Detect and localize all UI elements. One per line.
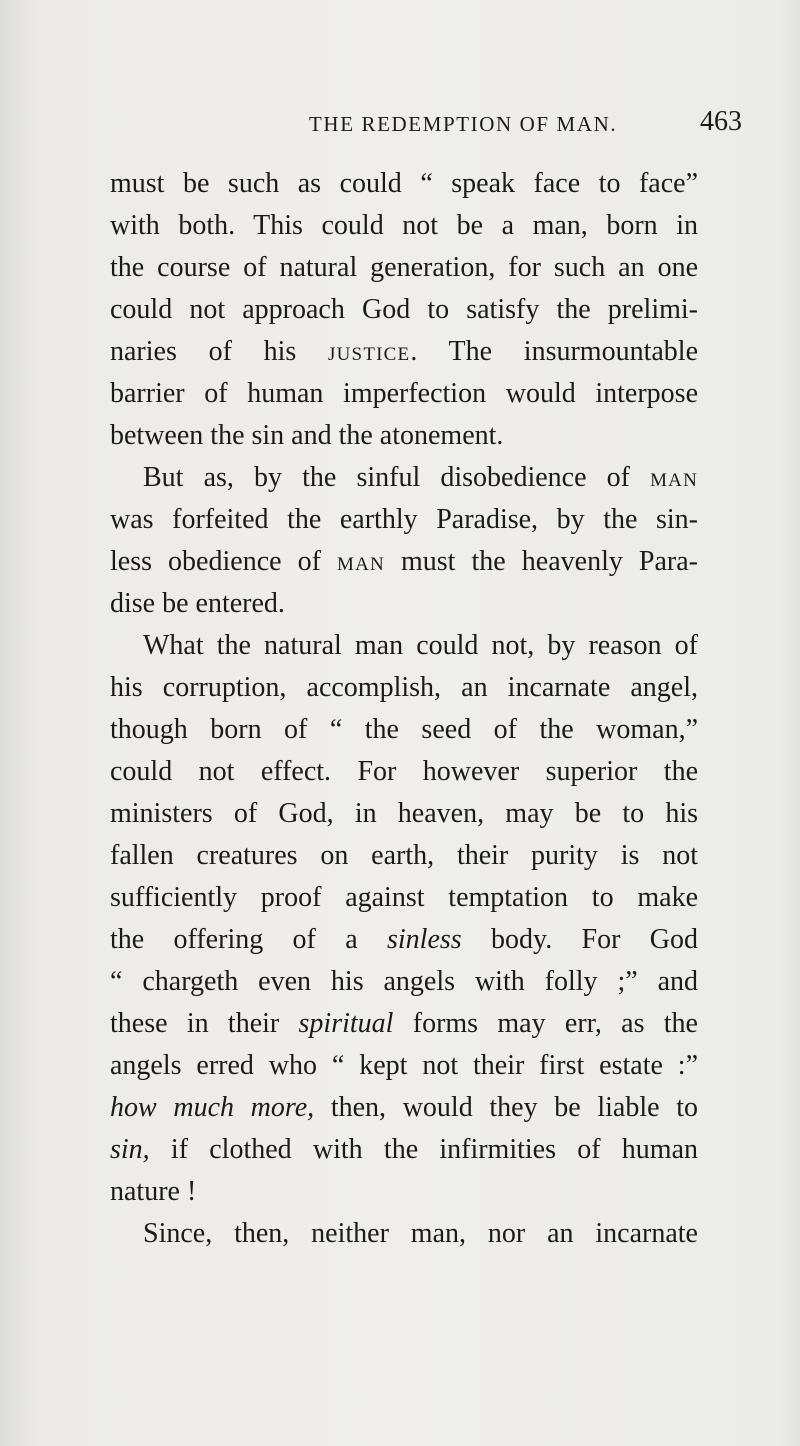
text-line: angels erred who “ kept not their first estate :” xyxy=(110,1050,698,1081)
text-line: his corruption, accomplish, an incarnate angel, xyxy=(110,672,698,703)
text-line: What the natural man could not, by reason of xyxy=(143,630,698,661)
page-number: 463 xyxy=(700,106,742,137)
italic-word: sinless xyxy=(386,924,462,955)
text-line: But as, by the sinful disobedience of MAN xyxy=(143,462,698,493)
text-line: sufficiently proof against temptation to make xyxy=(110,882,698,913)
text-line: Since, then, neither man, nor an incarnate xyxy=(143,1218,698,1249)
text-line: must be such as could “ speak face to face” xyxy=(110,168,698,199)
text-line: less obedience of MAN must the heavenly Para- xyxy=(110,546,698,577)
running-title: THE REDEMPTION OF MAN. xyxy=(309,112,618,136)
text-line: nature ! xyxy=(110,1176,197,1207)
text-line: sin, if clothed with the infirmities of human xyxy=(110,1134,698,1165)
text-line: barrier of human imperfection would interpose xyxy=(110,378,698,409)
page-header xyxy=(0,102,800,146)
text-line: though born of “ the seed of the woman,” xyxy=(110,714,698,745)
text-line: with both. This could not be a man, born in xyxy=(110,210,698,241)
text-line: could not approach God to satisfy the prelimi- xyxy=(110,294,698,325)
small-caps-word: MAN xyxy=(650,470,698,491)
text-line: was forfeited the earthly Paradise, by the sin- xyxy=(110,504,698,535)
text-line: could not effect. For however superior the xyxy=(110,756,698,787)
text-line: the course of natural generation, for such an one xyxy=(110,252,698,283)
text-line: between the sin and the atonement. xyxy=(110,420,504,451)
text-line: these in their spiritual forms may err, as the xyxy=(110,1008,698,1039)
italic-word: how much more, xyxy=(110,1092,315,1123)
small-caps-word: JUSTICE xyxy=(328,344,411,365)
text-line: dise be entered. xyxy=(110,588,285,619)
text-line: fallen creatures on earth, their purity is not xyxy=(110,840,698,871)
text-line: “ chargeth even his angels with folly ;” and xyxy=(110,966,698,997)
text-line: the offering of a sinless body. For God xyxy=(110,924,698,955)
italic-word: spiritual xyxy=(298,1008,394,1039)
text-line: how much more, then, would they be liable to xyxy=(110,1092,698,1123)
text-line: ministers of God, in heaven, may be to his xyxy=(110,798,698,829)
text-line: naries of his JUSTICE. The insurmountable xyxy=(110,336,698,367)
small-caps-word: MAN xyxy=(337,554,385,575)
italic-word: sin, xyxy=(110,1134,150,1165)
